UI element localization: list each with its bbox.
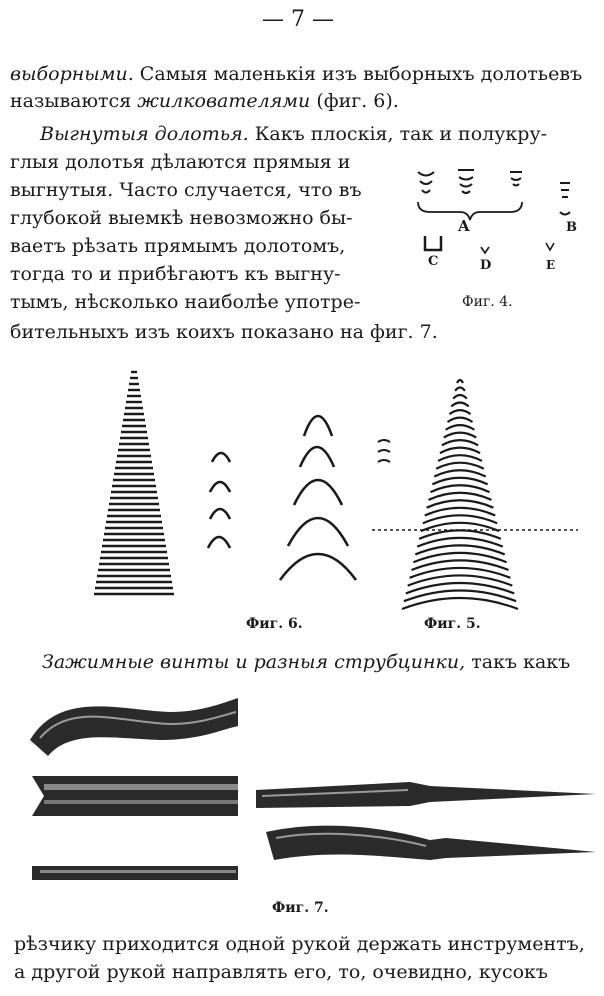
- gouge-profile: [402, 598, 518, 609]
- paragraph-4-line-2: а другой рукой направлять его, то, очевидно, кусокъ: [14, 961, 548, 983]
- page-number: — 7 —: [262, 7, 334, 32]
- figure-5-small-arcs: [378, 440, 390, 462]
- fig4-label-b: B: [566, 220, 577, 235]
- gouge-profile: [434, 470, 486, 476]
- gouge-profile: [432, 478, 487, 485]
- fig4-label-d: D: [480, 258, 492, 273]
- gouge-profile: [436, 463, 484, 469]
- gouge-profile: [442, 440, 478, 445]
- gouge-profile: [451, 403, 468, 407]
- gouge-profile: [449, 410, 470, 414]
- bent-gouge: [30, 698, 238, 756]
- bent-parting-tool: [266, 826, 596, 860]
- term-zhilkovateli: жилкователями: [137, 90, 311, 112]
- section-heading-zazhimnye-vinty: Зажимные винты и разныя струбцинки,: [42, 651, 466, 673]
- gouge-profile: [429, 493, 492, 500]
- fig6-caption: Фиг. 6.: [246, 616, 303, 632]
- paragraph-2-line-3: выгнутыя. Часто случается, что въ: [10, 179, 362, 201]
- paragraph-4-line-1: рѣзчику приходится одной рукой держать инструментъ,: [14, 933, 585, 955]
- paragraph-2-line-4: глубокой выемкѣ невозможно бы-: [10, 207, 353, 229]
- paragraph-3-line-1: [42, 650, 570, 674]
- term-vybornymi: выборными.: [10, 63, 134, 85]
- fig4-label-e: E: [546, 258, 556, 272]
- fig7-caption: Фиг. 7.: [272, 900, 329, 916]
- text-run: Какъ плоскія, так и полукру-: [248, 123, 548, 145]
- paragraph-2-line-5: ваетъ рѣзать прямымъ долотомъ,: [10, 235, 346, 257]
- paragraph-2-line-7: тымъ, нѣсколько наиболѣе употре-: [10, 291, 361, 313]
- gouge-profile: [408, 575, 513, 585]
- gouge-profile: [430, 485, 489, 492]
- gouge-profile: [455, 388, 465, 391]
- figure-7-tools: [30, 698, 596, 880]
- paragraph-2-line-6: тогда то и прибѣгаютъ къ выгну-: [10, 263, 341, 285]
- figure-6-small-arcs: [208, 453, 230, 548]
- figure-5-gouge-stack: [402, 380, 518, 609]
- fig4-label-c: C: [428, 254, 439, 269]
- figure-6-large-arcs: [280, 416, 356, 580]
- gouge-profile: [444, 433, 477, 438]
- fig5-caption: Фиг. 5.: [424, 616, 481, 632]
- gouge-profile: [438, 455, 482, 461]
- gouge-profile: [440, 448, 480, 453]
- paragraph-2-line-8: бительныхъ изъ коихъ показано на фиг. 7.: [10, 321, 438, 343]
- fig4-caption: Фиг. 4.: [462, 294, 513, 310]
- gouge-profile: [427, 500, 494, 507]
- gouge-profile: [406, 583, 514, 593]
- section-heading-vygnutye-dolotya: Выгнутыя долотья.: [40, 123, 249, 145]
- gouge-profile: [453, 395, 467, 399]
- figure-6-flat-chisel-stack: [94, 372, 174, 594]
- straight-gouge: [32, 776, 238, 816]
- text-run: (фиг. 6).: [310, 90, 399, 112]
- paragraph-2-line-2: глыя долотья дѣлаются прямыя и: [10, 151, 351, 173]
- text-run: называются: [10, 90, 138, 112]
- text-run: такъ какъ: [465, 651, 571, 673]
- gouge-profile: [446, 425, 475, 430]
- fig4-label-a: A: [458, 217, 470, 235]
- gouge-profile: [457, 380, 463, 383]
- figure-4-drawing: [418, 170, 570, 253]
- gouge-profile: [448, 418, 473, 422]
- text-run: Самыя маленькія изъ выборныхъ долотьевъ: [133, 63, 583, 85]
- gouge-profile: [404, 590, 516, 601]
